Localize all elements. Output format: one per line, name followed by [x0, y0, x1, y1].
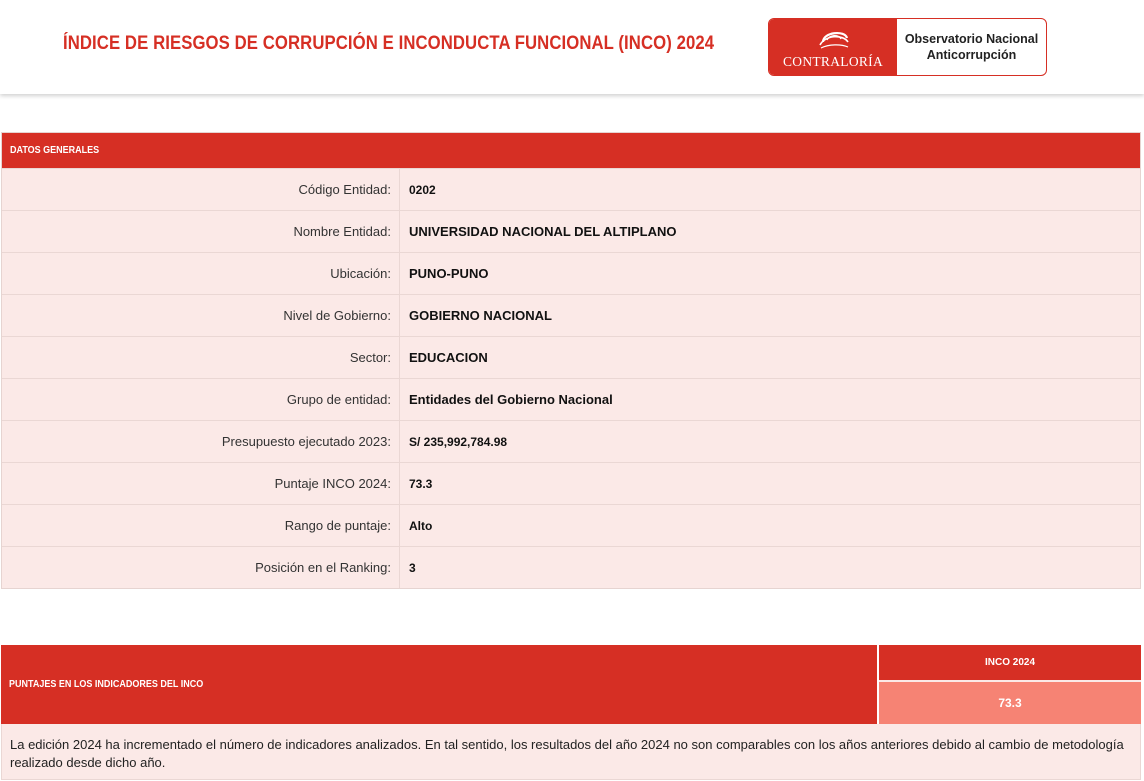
inco-column-header: INCO 2024 [879, 645, 1141, 680]
info-value: S/ 235,992,784.98 [409, 434, 508, 449]
info-value: 0202 [409, 182, 436, 197]
inco-score-column [877, 645, 1141, 724]
puntajes-header [1, 645, 1141, 724]
datos-generales-section [1, 132, 1141, 589]
info-label: Sector: [2, 337, 400, 378]
info-label: Grupo de entidad: [2, 379, 400, 420]
info-row-rango [2, 504, 1140, 546]
logo-caption [897, 19, 1046, 75]
page-title: ÍNDICE DE RIESGOS DE CORRUPCIÓN E INCONDUCTA FUNCIONAL (INCO) 2024 [63, 33, 715, 54]
info-value: 3 [409, 560, 416, 575]
contraloria-logo [768, 18, 1047, 76]
puntajes-heading: PUNTAJES EN LOS INDICADORES DEL INCO [1, 645, 877, 724]
info-value: PUNO-PUNO [409, 266, 489, 281]
info-row-nombre [2, 210, 1140, 252]
info-label: Código Entidad: [2, 169, 400, 210]
logo-caption-line1: Observatorio Nacional [904, 32, 1039, 46]
info-value: EDUCACION [409, 350, 488, 365]
info-row-presupuesto [2, 420, 1140, 462]
info-label: Rango de puntaje: [2, 505, 400, 546]
logo-caption-line2: Anticorrupción [926, 48, 1017, 62]
inco-score-value: 73.3 [879, 680, 1141, 724]
info-row-sector [2, 336, 1140, 378]
info-row-puntaje [2, 462, 1140, 504]
info-label: Nivel de Gobierno: [2, 295, 400, 336]
info-row-ranking [2, 546, 1140, 588]
logo-brand-word: CONTRALORÍA [782, 54, 884, 69]
info-value: 73.3 [409, 476, 433, 491]
info-value: Alto [409, 518, 433, 533]
info-row-grupo [2, 378, 1140, 420]
contraloria-emblem-icon [817, 26, 851, 52]
info-row-codigo [2, 168, 1140, 210]
info-row-nivel [2, 294, 1140, 336]
info-label: Ubicación: [2, 253, 400, 294]
page-header [0, 0, 1144, 94]
datos-generales-heading: DATOS GENERALES [2, 133, 1140, 168]
info-label: Posición en el Ranking: [2, 547, 400, 588]
logo-brand-panel [769, 19, 897, 75]
info-value: UNIVERSIDAD NACIONAL DEL ALTIPLANO [409, 224, 677, 239]
puntajes-section [1, 645, 1141, 780]
methodology-note: La edición 2024 ha incrementado el número de indicadores analizados. En tal sentido, los resultados del año 2024 no son comparables con los años anteriores debido al cambio de metodología realizado desde dicho año. [1, 724, 1141, 780]
info-label: Nombre Entidad: [2, 211, 400, 252]
info-label: Puntaje INCO 2024: [2, 463, 400, 504]
info-row-ubicacion [2, 252, 1140, 294]
info-label: Presupuesto ejecutado 2023: [2, 421, 400, 462]
info-value: GOBIERNO NACIONAL [409, 308, 552, 323]
info-value: Entidades del Gobierno Nacional [409, 392, 613, 407]
